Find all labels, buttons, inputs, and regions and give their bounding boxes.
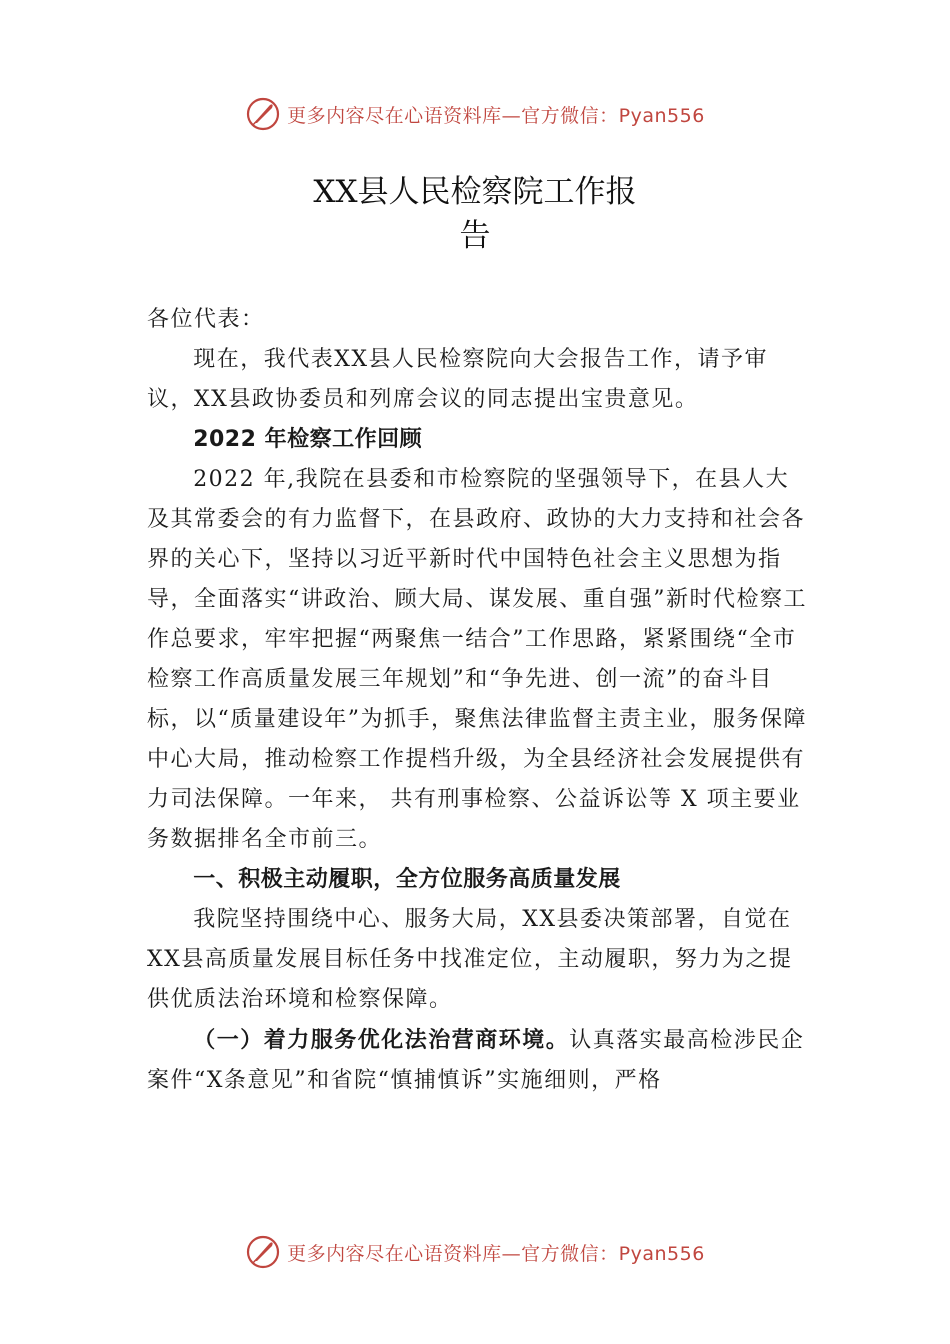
quill-logo-icon (245, 96, 281, 132)
title-line-1: XX县人民检察院工作报 (313, 174, 637, 210)
subsection-1-body: 认真落实最高检涉民企案件“X条意见”和省院“慎捕慎诉”实施细则，严格 (147, 1028, 805, 1093)
intro-paragraph: 现在，我代表XX县人民检察院向大会报告工作，请予审议，XX县政协委员和列席会议的同志提出宝贵意见。 (147, 347, 769, 412)
document-title (0, 170, 950, 258)
review-paragraph: 2022 年,我院在县委和市检察院的坚强领导下，在县人大及其常委会的有力监督下，在县政府、政协的大力支持和社会各界的关心下，坚持以习近平新时代中国特色社会主义思想为指导，全面落实“讲政治、顾大局、谋发展、重自强”新时代检察工作总要求，牢牢把握“两聚焦一结合”工作思路，紧紧围绕“全市检察工作高质量发展三年规划”和“争先进、创一流”的奋斗目标，以“质量建设年”为抓手，聚焦法律监督主责主业，服务保障中心大局，推动检察工作提档升级，为全县经济社会发展提供有力司法保障。一年来， 共有刑事检察、公益诉讼等 X 项主要业务数据排名全市前三。 (147, 467, 807, 852)
wechat-id: Pyan556 (618, 104, 705, 127)
salutation: 各位代表： (147, 307, 265, 332)
section-1-heading: 一、积极主动履职，全方位服务高质量发展 (193, 867, 621, 892)
subsection-1-paragraph (147, 1020, 807, 1101)
section-1-paragraph: 我院坚持围绕中心、服务大局，XX县委决策部署，自觉在XX县高质量发展目标任务中找准定位，主动履职，努力为之提供优质法治环境和检察保障。 (147, 907, 793, 1012)
banner-text: 更多内容尽在心语资料库—官方微信：Pyan556 (287, 1242, 705, 1265)
footer-banner (0, 1232, 950, 1272)
title-line-2: 告 (459, 218, 491, 254)
header-banner (0, 94, 950, 134)
wechat-id: Pyan556 (618, 1242, 705, 1265)
subsection-1-heading: （一）着力服务优化法治营商环境。 (193, 1027, 570, 1053)
quill-logo-icon (245, 1234, 281, 1270)
review-heading: 2022 年检察工作回顾 (193, 427, 423, 452)
document-body (147, 300, 807, 1101)
banner-text: 更多内容尽在心语资料库—官方微信：Pyan556 (287, 104, 705, 127)
